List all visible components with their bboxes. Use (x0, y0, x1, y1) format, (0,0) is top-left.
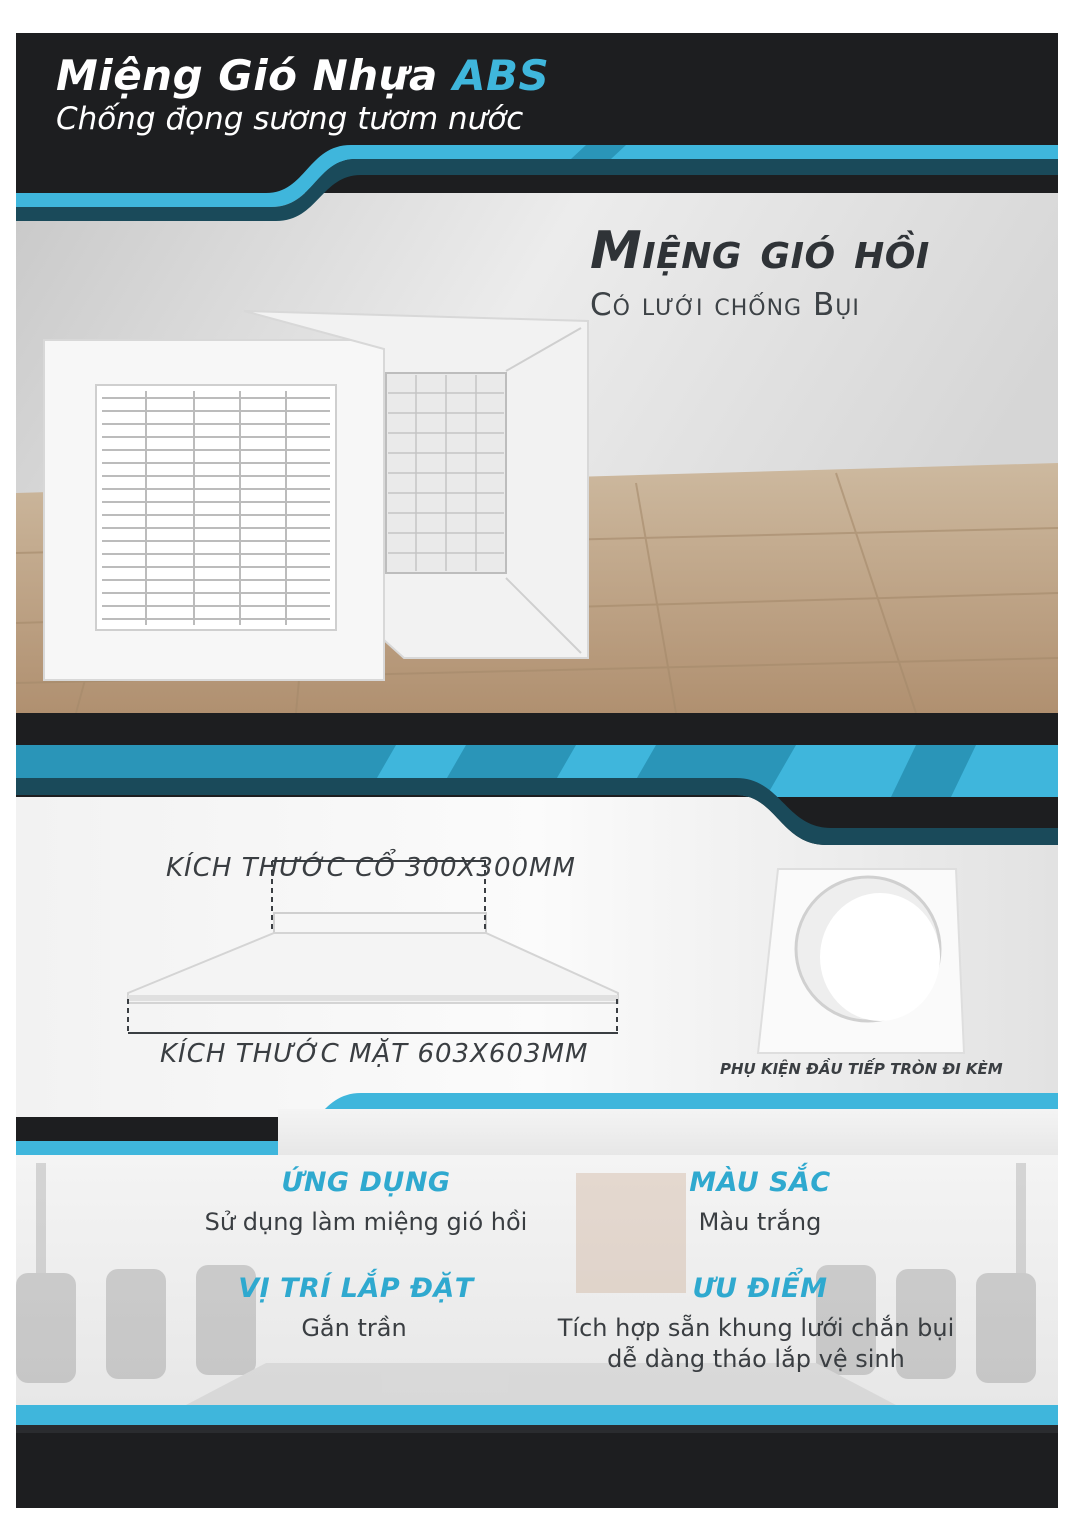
product-feature: Có lưới chống Bụi (590, 287, 860, 323)
poster (16, 33, 1058, 1508)
advantage-heading: ƯU ĐIỂM (692, 1273, 828, 1304)
return-grille-front (44, 340, 384, 680)
position-heading: VỊ TRÍ LẮP ĐẶT (238, 1273, 474, 1304)
title-main: Miệng Gió Nhựa (56, 51, 438, 100)
application-text: Sử dụng làm miệng gió hồi (204, 1208, 528, 1236)
application-heading: ỨNG DỤNG (281, 1167, 451, 1198)
position-text: Gắn trần (301, 1314, 407, 1342)
color-heading: MÀU SẮC (689, 1167, 831, 1198)
accessory-caption: PHỤ KIỆN ĐẦU TIẾP TRÒN ĐI KÈM (720, 1060, 1003, 1078)
neck-size-label: KÍCH THƯỚC CỔ 300X300MM (166, 853, 576, 883)
face-size-label: KÍCH THƯỚC MẶT 603X603MM (160, 1039, 589, 1069)
page-subtitle: Chống đọng sương tươm nước (56, 101, 524, 137)
advantage-text-line2: dễ dàng tháo lắp vệ sinh (607, 1345, 905, 1373)
round-collar-accessory (758, 869, 964, 1053)
page-title (56, 51, 549, 100)
title-accent: ABS (453, 51, 550, 100)
product-name: Miệng gió hồi (590, 221, 930, 281)
advantage-text-line1: Tích hợp sẵn khung lưới chắn bụi (557, 1314, 955, 1342)
color-text: Màu trắng (698, 1208, 822, 1236)
